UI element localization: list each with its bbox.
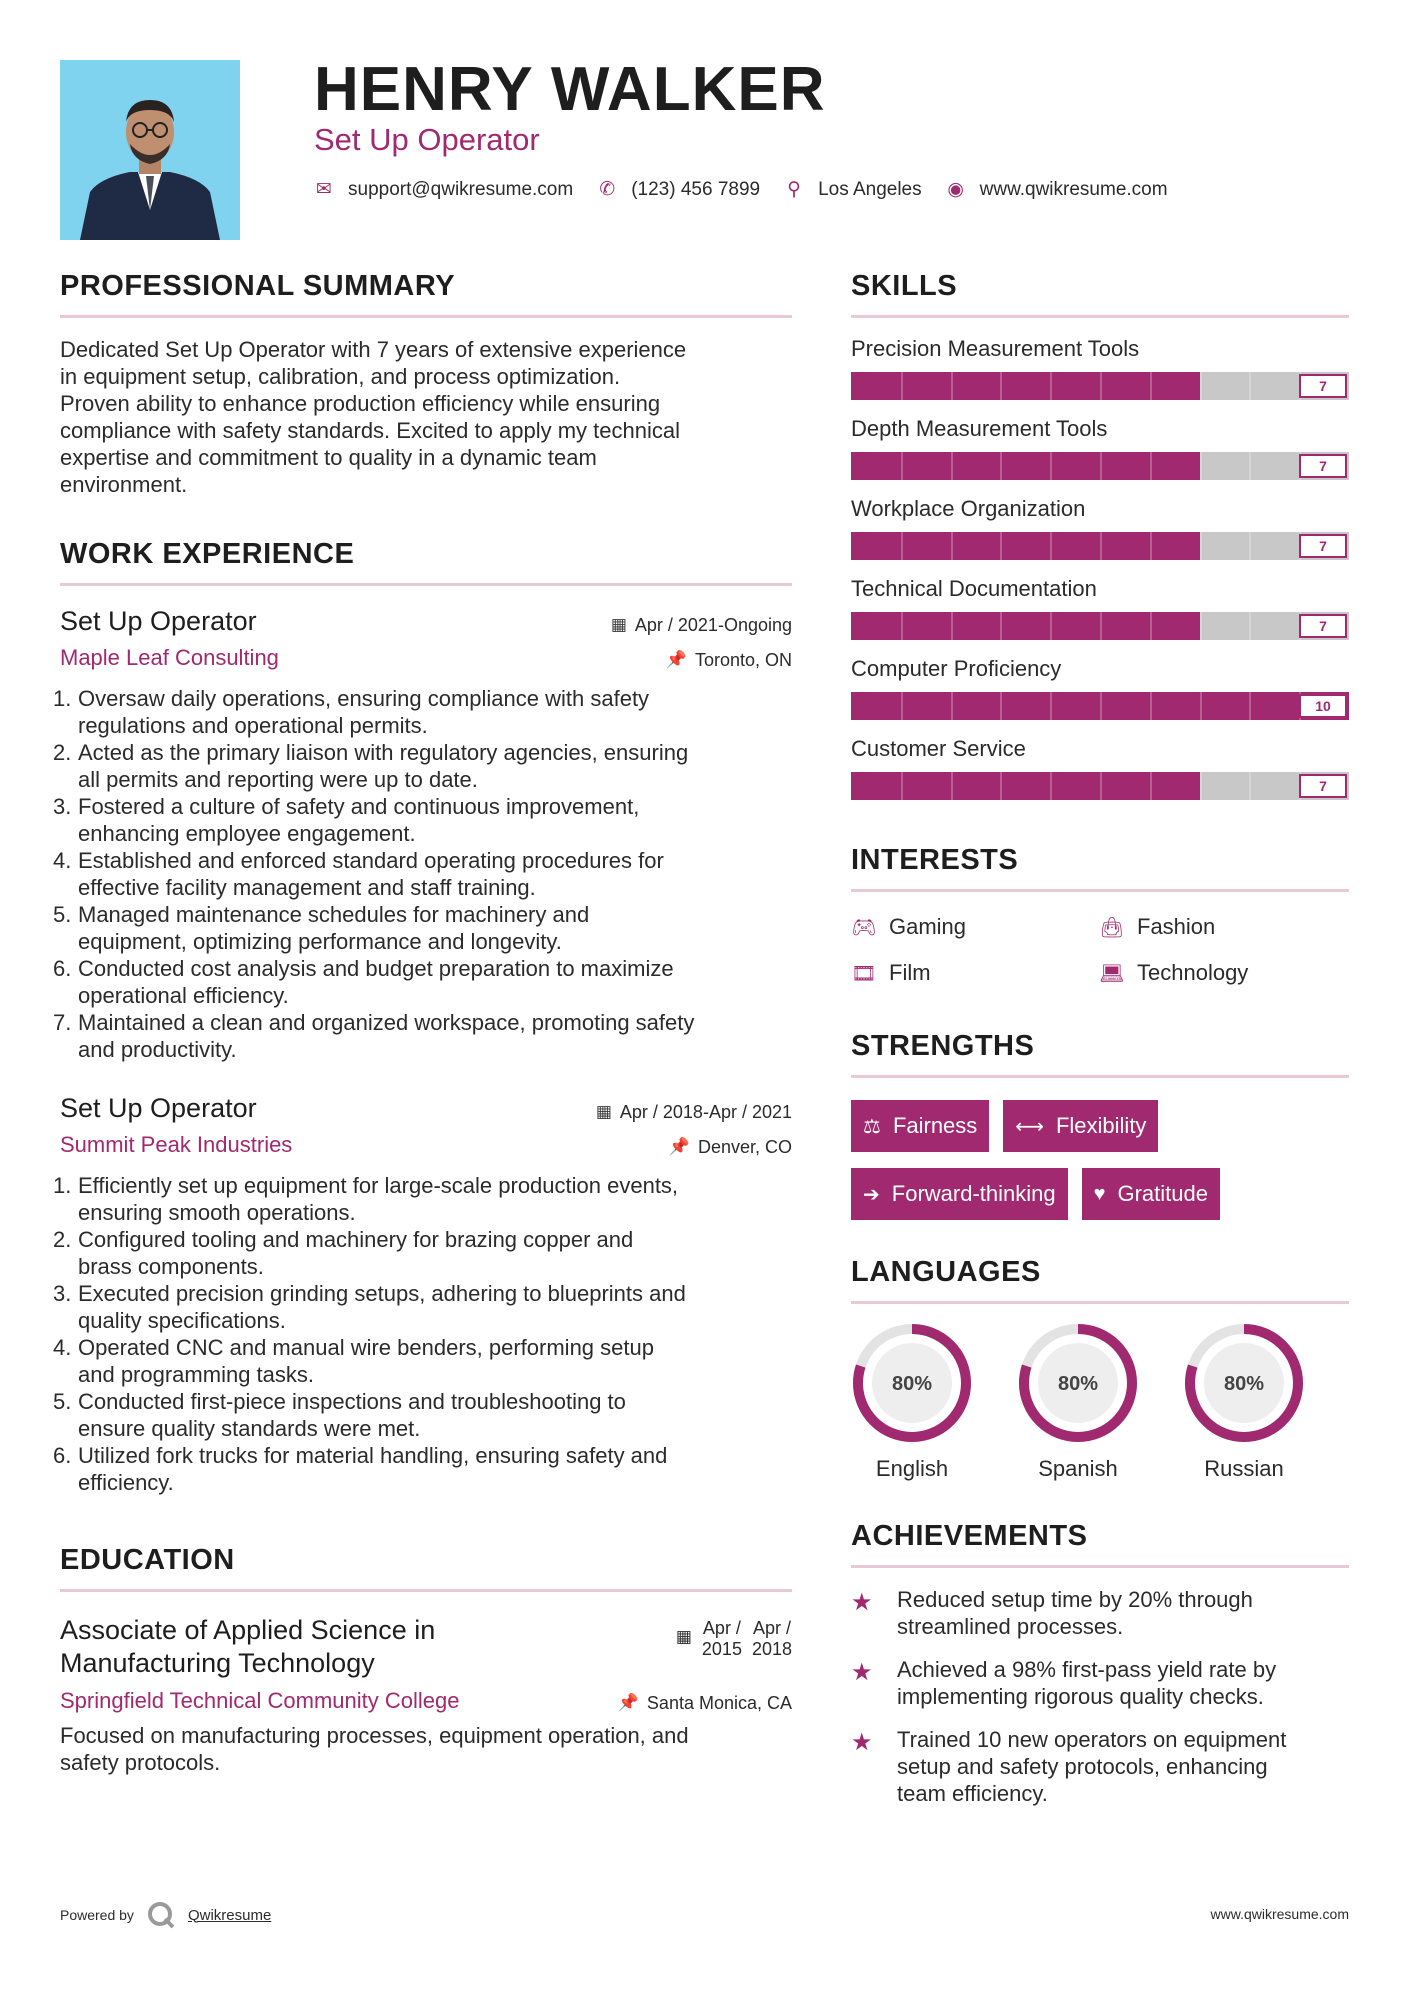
job-entry (53, 606, 792, 1063)
jobs-list (53, 606, 792, 1496)
skill-bar-fill (851, 372, 1200, 400)
skill-bar-fill (851, 532, 1200, 560)
list-number: 3. (53, 794, 72, 819)
degree-line: Associate of Applied Science in (60, 1615, 436, 1645)
skill-bar-divider (951, 532, 953, 560)
interest-label: Technology (1137, 960, 1249, 985)
job-dates-text: Apr / 2021-Ongoing (634, 614, 792, 635)
strength-badge (1003, 1100, 1158, 1152)
contact-location: Los Angeles (818, 178, 922, 200)
strength-label: Flexibility (1055, 1113, 1147, 1138)
list-number: 3. (53, 1281, 72, 1306)
language-percent: 80% (1223, 1373, 1265, 1395)
list-item (53, 739, 792, 793)
skill-bar-divider (1150, 372, 1152, 400)
achievement-line: team efficiency. (897, 1781, 1048, 1806)
left-column (53, 270, 792, 1776)
skill-bar-divider (951, 692, 953, 720)
heart-icon: ♥ (1093, 1182, 1106, 1205)
list-item-line: Efficiently set up equipment for large-scale production events, (78, 1173, 679, 1198)
arrow-right-icon: ➔ (863, 1183, 880, 1206)
education-dates (676, 1618, 792, 1660)
skill-bar (851, 692, 1349, 720)
right-column (851, 270, 1349, 1823)
skill-bar-divider (1050, 452, 1052, 480)
list-number: 4. (53, 848, 72, 873)
list-item-line: Configured tooling and machinery for brazing copper and (78, 1227, 634, 1252)
skill-bar-divider (1100, 612, 1102, 640)
interest-label: Fashion (1137, 914, 1216, 939)
job-location (666, 650, 792, 671)
degree-title (60, 1614, 530, 1680)
summary-line: expertise and commitment to quality in a dynamic team (60, 445, 597, 470)
job-role: Set Up Operator (60, 1093, 257, 1123)
star-badge-icon: ★ (851, 1589, 873, 1616)
summary-line: in equipment setup, calibration, and process optimization. (60, 364, 621, 389)
summary-line: Dedicated Set Up Operator with 7 years of extensive experience (60, 337, 687, 362)
skill-bar-divider (1200, 612, 1202, 640)
company-name: Summit Peak Industries (60, 1132, 293, 1157)
school-location (618, 1693, 792, 1714)
list-item (53, 685, 792, 739)
skill-bar-divider (951, 772, 953, 800)
skill-bar (851, 612, 1349, 640)
arrows-horizontal-icon: ⟷ (1015, 1115, 1044, 1138)
summary-text (60, 336, 792, 498)
skill-bar-divider (1200, 692, 1202, 720)
pushpin-icon: 📌 (617, 1693, 639, 1712)
profile-photo (60, 60, 240, 240)
skill-bar-divider (1100, 372, 1102, 400)
strength-label: Gratitude (1117, 1181, 1208, 1206)
skill-bar-divider (1200, 532, 1202, 560)
list-item (53, 1334, 792, 1388)
skill-bar-divider (1000, 612, 1002, 640)
degree-line: Manufacturing Technology (60, 1648, 375, 1678)
skill-bar-divider (1150, 772, 1152, 800)
skill-bar-divider (1249, 692, 1251, 720)
job-duties (53, 685, 792, 1063)
job-location-text: Denver, CO (697, 1136, 792, 1157)
gamepad-icon: 🎮︎ (851, 916, 877, 939)
skill-bar-fill (851, 612, 1200, 640)
skill-bar-divider (901, 612, 903, 640)
skill-name: Computer Proficiency (851, 656, 1062, 681)
summary-line: compliance with safety standards. Excited to apply my technical (60, 418, 680, 443)
achievement-item (851, 1586, 1349, 1640)
list-item (53, 1172, 792, 1226)
job-duties (53, 1172, 792, 1496)
achievement-item (851, 1726, 1349, 1807)
language-item (1183, 1322, 1305, 1482)
interest-label: Gaming (889, 914, 967, 939)
skill-bar-divider (1100, 532, 1102, 560)
list-item (53, 1442, 792, 1496)
skill-bar-divider (1000, 692, 1002, 720)
list-item-line: Managed maintenance schedules for machinery and (78, 902, 590, 927)
job-role: Set Up Operator (60, 606, 257, 636)
skill-bar-divider (901, 532, 903, 560)
education-description-line: Focused on manufacturing processes, equipment operation, and (60, 1723, 689, 1748)
school-name: Springfield Technical Community College (60, 1688, 460, 1713)
strengths-list (851, 1100, 1349, 1236)
balance-scale-icon: ⚖ (863, 1115, 881, 1138)
skill-bar-divider (1249, 372, 1251, 400)
summary-line: Proven ability to enhance production efficiency while ensuring (60, 391, 661, 416)
education-entry (60, 1614, 792, 1776)
calendar-icon: ▦ (595, 1102, 612, 1121)
star-badge-icon: ★ (851, 1729, 873, 1756)
list-item-line: operational efficiency. (78, 983, 289, 1008)
list-number: 1. (53, 1173, 72, 1198)
person-photo-icon (60, 60, 240, 240)
language-percent: 80% (891, 1373, 933, 1395)
skill-value: 7 (1299, 614, 1347, 638)
interests-heading: INTERESTS (851, 844, 1349, 892)
skill-bar-divider (1150, 692, 1152, 720)
skills-heading: SKILLS (851, 270, 1349, 318)
list-item-line: Acted as the primary liaison with regulatory agencies, ensuring (78, 740, 689, 765)
skill-bar-divider (1200, 372, 1202, 400)
edu-start-month: Apr / (702, 1618, 741, 1638)
candidate-title: Set Up Operator (314, 122, 540, 157)
strength-label: Forward-thinking (891, 1181, 1056, 1206)
skill-bar-divider (1050, 612, 1052, 640)
skill-bar-divider (951, 612, 953, 640)
list-item (53, 793, 792, 847)
list-item (53, 955, 792, 1009)
summary-line: environment. (60, 472, 188, 497)
list-number: 5. (53, 1389, 72, 1414)
skill-bar (851, 452, 1349, 480)
qwikresume-link[interactable]: Qwikresume (187, 1906, 272, 1924)
job-location (669, 1137, 792, 1158)
list-number: 2. (53, 1227, 72, 1252)
achievement-line: implementing rigorous quality checks. (897, 1684, 1264, 1709)
skill-name: Depth Measurement Tools (851, 416, 1108, 441)
list-item (53, 1009, 792, 1063)
skill-name: Customer Service (851, 736, 1026, 761)
language-percent: 80% (1057, 1373, 1099, 1395)
language-ring (1183, 1322, 1305, 1444)
skill-bar-divider (901, 372, 903, 400)
skill-bar-divider (951, 452, 953, 480)
job-subheader (60, 645, 792, 671)
strength-label: Fairness (892, 1113, 978, 1138)
list-number: 4. (53, 1335, 72, 1360)
skill-bar-divider (1100, 692, 1102, 720)
edu-start-year: 2015 (701, 1639, 742, 1659)
skill-item (851, 736, 1349, 800)
job-dates (596, 1102, 792, 1123)
qwikresume-logo-icon (146, 1900, 176, 1930)
achievement-line: Trained 10 new operators on equipment (897, 1727, 1287, 1752)
candidate-name: HENRY WALKER (314, 55, 826, 124)
strength-badge (851, 1100, 989, 1152)
list-item (53, 847, 792, 901)
skill-bar-divider (1150, 452, 1152, 480)
skill-bar-divider (901, 452, 903, 480)
strengths-heading: STRENGTHS (851, 1030, 1349, 1078)
achievement-item (851, 1656, 1349, 1710)
language-item (1017, 1322, 1139, 1482)
education-description (60, 1722, 792, 1776)
calendar-icon: ▦ (610, 615, 627, 634)
film-icon: 🎞︎ (851, 962, 877, 985)
list-number: 5. (53, 902, 72, 927)
language-name: English (875, 1456, 949, 1481)
list-item-line: quality specifications. (78, 1308, 286, 1333)
list-number: 6. (53, 956, 72, 981)
skill-name: Precision Measurement Tools (851, 336, 1140, 361)
skill-bar-fill (851, 772, 1200, 800)
job-location-text: Toronto, ON (694, 649, 792, 670)
education-heading: EDUCATION (60, 1544, 792, 1592)
job-subheader (60, 1132, 792, 1158)
powered-by-label: Powered by (60, 1907, 134, 1923)
skill-bar (851, 532, 1349, 560)
skill-bar-divider (1150, 612, 1152, 640)
achievements-list (851, 1586, 1349, 1807)
contact-bar (314, 178, 1192, 201)
skill-bar-divider (1200, 452, 1202, 480)
envelope-icon: ✉ (316, 179, 332, 200)
list-item-line: Established and enforced standard operating procedures for (78, 848, 664, 873)
list-item (53, 1226, 792, 1280)
footer-powered-by (60, 1900, 271, 1930)
skill-bar-divider (1000, 372, 1002, 400)
list-item-line: enhancing employee engagement. (78, 821, 416, 846)
list-item-line: equipment, optimizing performance and longevity. (78, 929, 562, 954)
job-dates-text: Apr / 2018-Apr / 2021 (619, 1101, 792, 1122)
skill-bar (851, 772, 1349, 800)
map-marker-icon: ⚲ (787, 179, 802, 200)
laptop-icon: 💻︎ (1099, 962, 1125, 985)
language-name: Russian (1204, 1456, 1284, 1481)
job-header (60, 1093, 792, 1124)
list-item-line: ensure quality standards were met. (78, 1416, 421, 1441)
skill-bar-divider (1200, 772, 1202, 800)
skill-bar-divider (1249, 532, 1251, 560)
skill-bar-divider (1100, 772, 1102, 800)
language-item (851, 1322, 973, 1482)
globe-icon: ◉ (947, 179, 964, 200)
list-number: 6. (53, 1443, 72, 1468)
skill-bar-fill (851, 452, 1200, 480)
skill-item (851, 416, 1349, 480)
list-item-line: Operated CNC and manual wire benders, performing setup (78, 1335, 654, 1360)
list-item-line: Fostered a culture of safety and continuous improvement, (78, 794, 640, 819)
skill-bar-divider (1100, 452, 1102, 480)
strength-badge (851, 1168, 1068, 1220)
summary-heading: PROFESSIONAL SUMMARY (60, 270, 792, 318)
strength-badge (1082, 1168, 1220, 1220)
edu-end-month: Apr / (752, 1618, 791, 1638)
education-description-line: safety protocols. (60, 1750, 221, 1775)
job-header (60, 606, 792, 637)
list-item-line: Conducted first-piece inspections and troubleshooting to (78, 1389, 626, 1414)
shopping-bag-icon: 👜︎ (1099, 916, 1125, 939)
job-dates (611, 615, 792, 636)
list-item (53, 901, 792, 955)
skill-bar-divider (1050, 772, 1052, 800)
skill-bar-divider (1000, 532, 1002, 560)
language-name: Spanish (1038, 1456, 1118, 1481)
skill-bar-divider (1249, 452, 1251, 480)
list-item-line: Executed precision grinding setups, adhering to blueprints and (78, 1281, 686, 1306)
skill-name: Workplace Organization (851, 496, 1086, 521)
work-heading: WORK EXPERIENCE (60, 538, 792, 586)
skill-bar-divider (901, 692, 903, 720)
achievement-line: setup and safety protocols, enhancing (897, 1754, 1268, 1779)
list-item-line: Oversaw daily operations, ensuring compliance with safety (78, 686, 650, 711)
interests-grid (851, 914, 1349, 986)
list-number: 2. (53, 740, 72, 765)
skill-bar-divider (951, 372, 953, 400)
skill-value: 7 (1299, 774, 1347, 798)
languages-list (851, 1322, 1349, 1482)
interest-label: Film (889, 960, 931, 985)
interest-film (851, 960, 1099, 986)
achievement-line: Reduced setup time by 20% through (897, 1587, 1253, 1612)
skill-bar (851, 372, 1349, 400)
pushpin-icon: 📌 (665, 650, 687, 669)
job-entry (53, 1093, 792, 1496)
list-item-line: brass components. (78, 1254, 264, 1279)
list-item-line: and productivity. (78, 1037, 237, 1062)
list-number: 7. (53, 1010, 72, 1035)
list-item-line: Maintained a clean and organized workspace, promoting safety (78, 1010, 695, 1035)
phone-icon: ✆ (599, 179, 616, 200)
list-item (53, 1280, 792, 1334)
language-ring (1017, 1322, 1139, 1444)
skill-bar-divider (1150, 532, 1152, 560)
skill-item (851, 576, 1349, 640)
list-item-line: Conducted cost analysis and budget preparation to maximize (78, 956, 674, 981)
skill-item (851, 656, 1349, 720)
skill-item (851, 496, 1349, 560)
skill-value: 7 (1299, 454, 1347, 478)
contact-email[interactable]: support@qwikresume.com (348, 178, 574, 200)
skill-bar-divider (1050, 532, 1052, 560)
contact-phone[interactable]: (123) 456 7899 (631, 178, 761, 200)
calendar-icon: ▦ (675, 1627, 692, 1646)
footer-url[interactable]: www.qwikresume.com (1210, 1906, 1349, 1922)
skill-bar-divider (1050, 692, 1052, 720)
skill-bar-divider (1249, 612, 1251, 640)
interest-fashion (1099, 914, 1349, 940)
skill-value: 7 (1299, 534, 1347, 558)
list-item-line: and programming tasks. (78, 1362, 314, 1387)
list-number: 1. (53, 686, 72, 711)
school-location-text: Santa Monica, CA (646, 1692, 792, 1713)
skill-item (851, 336, 1349, 400)
list-item-line: all permits and reporting were up to date. (78, 767, 478, 792)
skill-bar-divider (901, 772, 903, 800)
list-item-line: efficiency. (78, 1470, 174, 1495)
skill-value: 10 (1299, 694, 1347, 718)
achievement-line: Achieved a 98% first-pass yield rate by (897, 1657, 1277, 1682)
contact-website[interactable]: www.qwikresume.com (979, 178, 1168, 200)
list-item-line: Utilized fork trucks for material handling, ensuring safety and (78, 1443, 668, 1468)
skill-bar-divider (1000, 772, 1002, 800)
languages-heading: LANGUAGES (851, 1256, 1349, 1304)
interest-gaming (851, 914, 1099, 940)
list-item-line: regulations and operational permits. (78, 713, 428, 738)
skill-bar-divider (1000, 452, 1002, 480)
company-name: Maple Leaf Consulting (60, 645, 279, 670)
achievements-heading: ACHIEVEMENTS (851, 1520, 1349, 1568)
skill-name: Technical Documentation (851, 576, 1097, 601)
skill-value: 7 (1299, 374, 1347, 398)
skills-list (851, 336, 1349, 800)
edu-end-year: 2018 (751, 1639, 792, 1659)
list-item-line: ensuring smooth operations. (78, 1200, 356, 1225)
achievement-line: streamlined processes. (897, 1614, 1124, 1639)
list-item-line: effective facility management and staff training. (78, 875, 536, 900)
list-item (53, 1388, 792, 1442)
star-badge-icon: ★ (851, 1659, 873, 1686)
interest-technology (1099, 960, 1349, 986)
skill-bar-divider (1249, 772, 1251, 800)
skill-bar-divider (1050, 372, 1052, 400)
pushpin-icon: 📌 (668, 1137, 690, 1156)
language-ring (851, 1322, 973, 1444)
